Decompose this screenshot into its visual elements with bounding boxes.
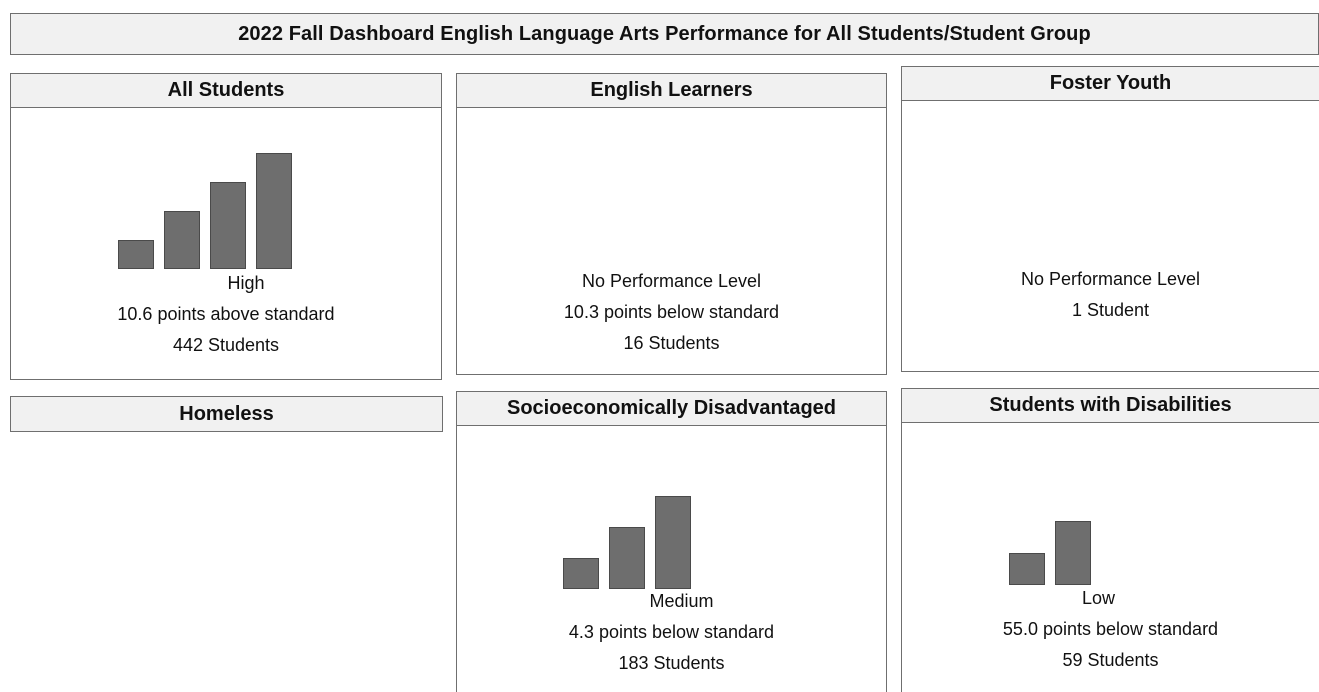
panel-header: English Learners <box>457 74 886 108</box>
student-count: 1 Student <box>1071 300 1150 320</box>
student-count: 16 Students <box>623 333 720 353</box>
performance-bar-3 <box>655 496 691 589</box>
panel-foster-youth <box>901 66 1319 372</box>
panel-students-with-disabilities <box>901 388 1319 692</box>
panel-all-students <box>10 73 442 380</box>
panel-body <box>902 423 1319 691</box>
panel-body <box>902 101 1319 371</box>
points-from-standard: 10.3 points below standard <box>563 302 780 322</box>
performance-bar-1 <box>1009 553 1045 585</box>
performance-bar-1 <box>563 558 599 589</box>
student-count: 59 Students <box>1062 650 1159 670</box>
performance-bars <box>1009 521 1091 585</box>
panel-body <box>457 108 886 374</box>
performance-level: High <box>227 273 265 293</box>
dashboard-title-banner <box>10 13 1319 55</box>
panel-header: All Students <box>11 74 441 108</box>
performance-bar-2 <box>609 527 645 589</box>
performance-level: No Performance Level <box>1020 269 1201 289</box>
performance-bar-4 <box>256 153 292 269</box>
performance-bar-2 <box>164 211 200 269</box>
performance-level: Medium <box>649 591 714 611</box>
points-from-standard: 4.3 points below standard <box>568 622 775 642</box>
performance-bar-1 <box>118 240 154 269</box>
student-count: 442 Students <box>172 335 280 355</box>
performance-level: No Performance Level <box>581 271 762 291</box>
student-count: 183 Students <box>618 653 725 673</box>
panel-header: Students with Disabilities <box>902 389 1319 423</box>
performance-bar-2 <box>1055 521 1091 585</box>
performance-level: Low <box>1081 588 1116 608</box>
points-from-standard: 55.0 points below standard <box>1002 619 1219 639</box>
panel-header: Socioeconomically Disadvantaged <box>457 392 886 426</box>
panel-body <box>11 108 441 379</box>
performance-bars <box>118 153 292 269</box>
panel-header: Foster Youth <box>902 67 1319 101</box>
points-from-standard: 10.6 points above standard <box>117 304 335 324</box>
performance-bars <box>563 496 691 589</box>
dashboard-title: 2022 Fall Dashboard English Language Arts Performance for All Students/Student Group <box>238 22 1091 45</box>
panel-homeless <box>10 396 443 432</box>
panel-header: Homeless <box>11 397 442 431</box>
panel-socioeconomically-disadvantaged <box>456 391 887 692</box>
panel-english-learners <box>456 73 887 375</box>
performance-bar-3 <box>210 182 246 269</box>
panel-body <box>457 426 886 691</box>
